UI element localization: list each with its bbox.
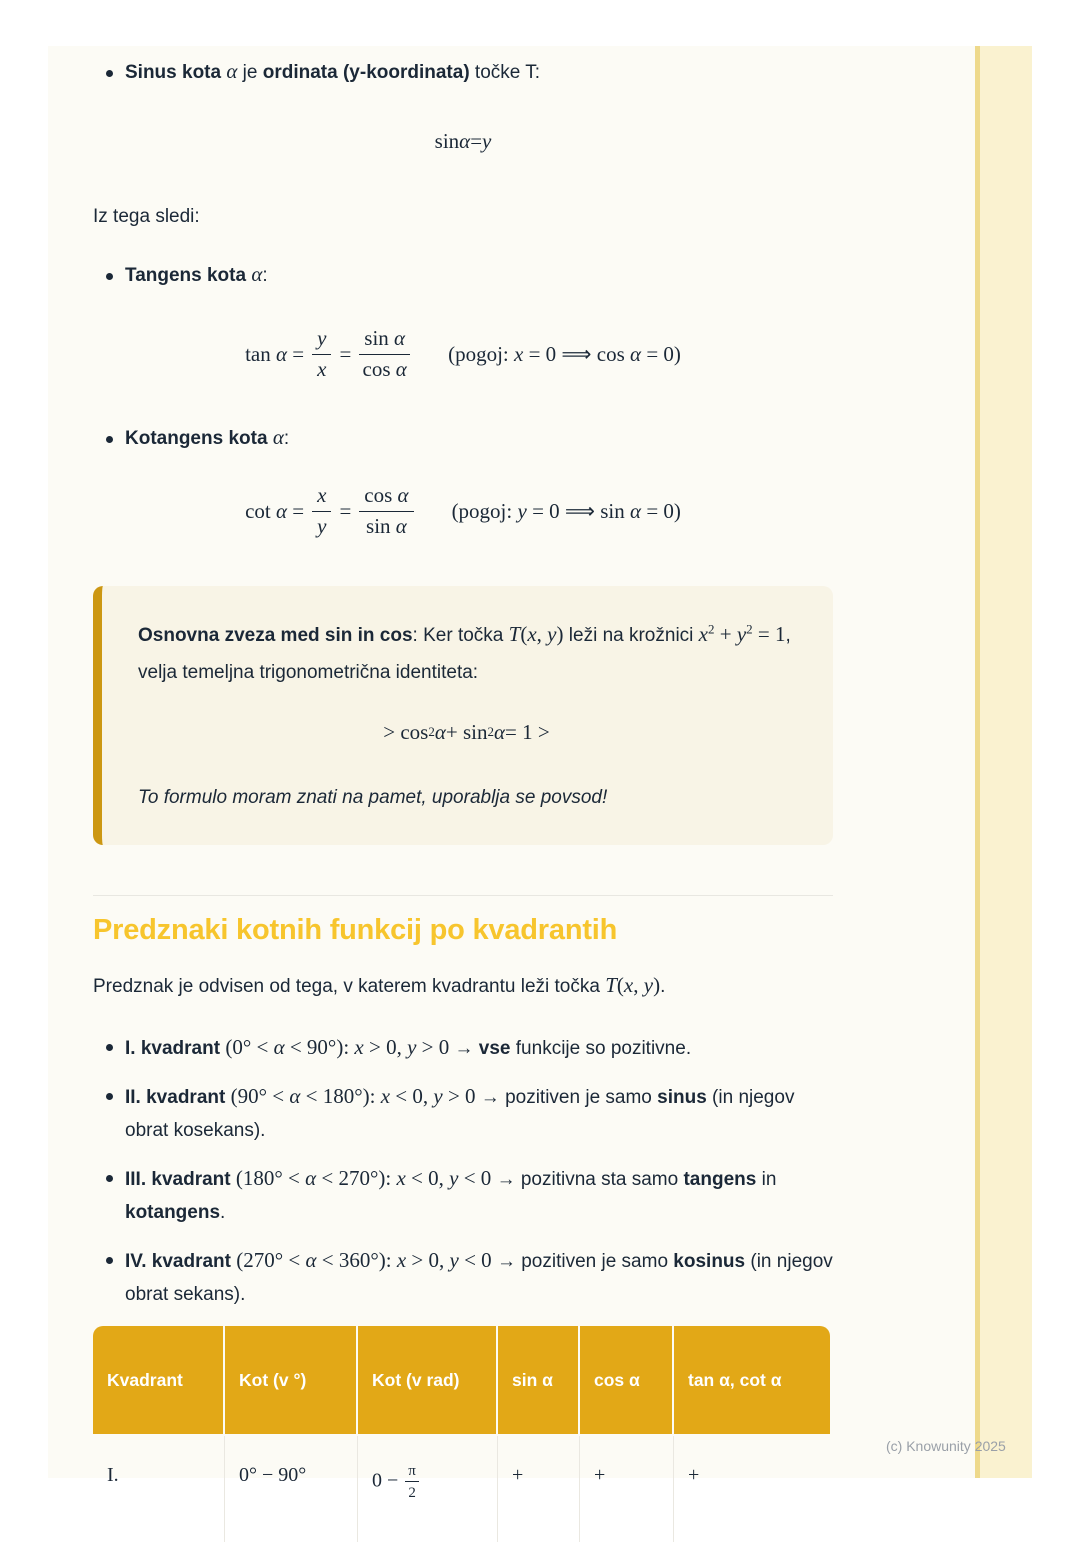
list-item-kotangens: Kotangens kota α: [125, 424, 833, 452]
fraction-y-over-x: $\frac{y}{x}$ [312, 326, 331, 381]
table-header-sin: sin α [498, 1326, 580, 1436]
list-item-quadrant-2: II. kvadrant (90° < α < 180°): x < 0, y > 0 → pozitiven je samo sinus (in njegov obrat kosekans). [125, 1080, 833, 1147]
signs-table [93, 1326, 830, 1542]
formula-tan [93, 322, 833, 386]
fraction-pi-over-2: $\frac{\pi}{2}$ [405, 1462, 419, 1502]
table-header-kot-rad: Kot (v rad) [358, 1326, 498, 1436]
definition-list [93, 58, 833, 86]
list-item-quadrant-4: IV. kvadrant (270° < α < 360°): x > 0, y < 0 → pozitiven je samo kosinus (in njegov obrat sekans). [125, 1244, 833, 1311]
cell-sin: + [498, 1436, 580, 1542]
list-item-quadrant-3: III. kvadrant (180° < α < 270°): x < 0, y < 0 → pozitivna sta samo tangens in kotangens. [125, 1162, 833, 1229]
equals-sign: = [339, 499, 352, 523]
fraction-x-over-y: $\frac{x}{y}$ [312, 483, 331, 538]
tangens-list [93, 261, 833, 289]
fraction-cos-over-sin: $\frac{\text{cos α}}{\text{sin α}}$ [359, 483, 413, 538]
section-title: Predznaki kotnih funkcij po kvadrantih [93, 914, 618, 946]
fraction-sin-over-cos: $\frac{\text{sin α}}{\text{cos α}}$ [359, 326, 410, 381]
formula-tan-lhs: tan α = [245, 342, 305, 366]
callout-body-text: Osnovna zveza med sin in cos: Ker točka T(x, y) leži na krožnici $x^2 + y^2 = 1$, velja temeljna trigonometrična identiteta: [138, 621, 791, 683]
cell-rad: 0 − $\frac{\pi}{2}$ [358, 1436, 498, 1542]
section-intro: Predznak je odvisen od tega, v katerem kvadrantu leži točka T(x, y). [93, 973, 666, 997]
cell-tan: + [688, 1464, 700, 1486]
callout-note: To formulo moram znati na pamet, uporablja se povsod! [138, 787, 608, 808]
kotangens-list [93, 424, 833, 452]
notes-page [48, 46, 1032, 1501]
copyright-watermark: (c) Knowunity 2025 [886, 1438, 1006, 1454]
cell-kvadrant: I. [93, 1436, 225, 1542]
paragraph-iz-tega-sledi: Iz tega sledi: [93, 206, 200, 227]
cell-deg: 0° − 90° [225, 1436, 358, 1542]
formula-sin: sin α = y [434, 129, 492, 153]
list-item-tangens: Tangens kota α: [125, 261, 833, 289]
equals-sign: = [339, 342, 352, 366]
table-header-kvadrant: Kvadrant [93, 1326, 225, 1436]
table-header-tan-cot: tan α, cot α [674, 1326, 830, 1436]
table-row [93, 1436, 830, 1542]
table-header-row [93, 1326, 830, 1436]
formula-cot-lhs: cot α = [245, 499, 305, 523]
cell-cos: + [580, 1436, 674, 1542]
page-content [93, 58, 833, 1542]
formula-identity: > cos 2 α + sin 2 α = 1 > [383, 720, 550, 744]
callout-box [93, 586, 833, 845]
list-item-quadrant-1: I. kvadrant (0° < α < 90°): x > 0, y > 0 → vse funkcije so pozitivne. [125, 1031, 833, 1065]
formula-cot-condition: (pogoj: y = 0 ⟹ sin α = 0) [451, 499, 681, 523]
section-divider [93, 895, 833, 896]
table-header-cos: cos α [580, 1326, 674, 1436]
formula-cot [93, 479, 833, 543]
quadrant-list [93, 1031, 833, 1311]
formula-tan-condition: (pogoj: x = 0 ⟹ cos α = 0) [448, 342, 681, 366]
list-item-sinus: Sinus kota α je ordinata (y-koordinata) točke T: [125, 58, 833, 86]
right-highlight-strip [975, 46, 1032, 1478]
table-header-kot-deg: Kot (v °) [225, 1326, 358, 1436]
